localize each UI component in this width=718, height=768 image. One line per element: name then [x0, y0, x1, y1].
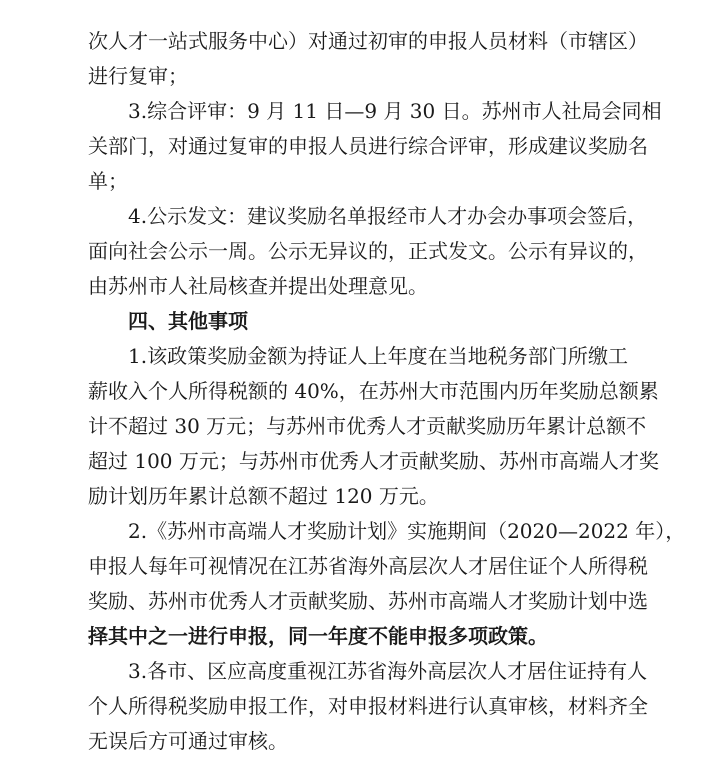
paragraph-line: 个人所得税奖励申报工作，对申报材料进行认真审核，材料齐全 — [88, 694, 648, 718]
paragraph-line: 1.该政策奖励金额为持证人上年度在当地税务部门所缴工 — [128, 344, 628, 368]
paragraph-line: 2.《苏州市高端人才奖励计划》实施期间（2020—2022 年）， — [128, 519, 686, 543]
paragraph-line: 由苏州市人社局核查并提出处理意见。 — [88, 274, 428, 298]
paragraph-line: 4.公示发文：建议奖励名单报经市人才办会办事项会签后， — [128, 204, 648, 228]
section-heading: 四、其他事项 — [128, 309, 248, 333]
paragraph-line: 超过 100 万元；与苏州市优秀人才贡献奖励、苏州市高端人才奖 — [88, 449, 659, 473]
paragraph-line: 无误后方可通过审核。 — [88, 729, 288, 753]
paragraph-line: 面向社会公示一周。公示无异议的，正式发文。公示有异议的， — [88, 239, 648, 263]
paragraph-line: 计不超过 30 万元；与苏州市优秀人才贡献奖励历年累计总额不 — [88, 414, 647, 438]
paragraph-line: 薪收入个人所得税额的 40%，在苏州大市范围内历年奖励总额累 — [88, 379, 659, 403]
paragraph-line: 奖励、苏州市优秀人才贡献奖励、苏州市高端人才奖励计划中选 — [88, 589, 648, 613]
paragraph-line: 进行复审； — [88, 64, 188, 88]
paragraph-line: 励计划历年累计总额不超过 120 万元。 — [88, 484, 439, 508]
emphasized-paragraph-line: 择其中之一进行申报，同一年度不能申报多项政策。 — [88, 624, 548, 648]
paragraph-line: 关部门，对通过复审的申报人员进行综合评审，形成建议奖励名 — [88, 134, 648, 158]
paragraph-line: 3.各市、区应高度重视江苏省海外高层次人才居住证持有人 — [128, 659, 648, 683]
paragraph-line: 次人才一站式服务中心）对通过初审的申报人员材料（市辖区） — [88, 29, 648, 53]
paragraph-line: 单； — [88, 169, 128, 193]
paragraph-line: 3.综合评审：9 月 11 日—9 月 30 日。苏州市人社局会同相 — [128, 99, 662, 123]
paragraph-line: 申报人每年可视情况在江苏省海外高层次人才居住证个人所得税 — [88, 554, 648, 578]
